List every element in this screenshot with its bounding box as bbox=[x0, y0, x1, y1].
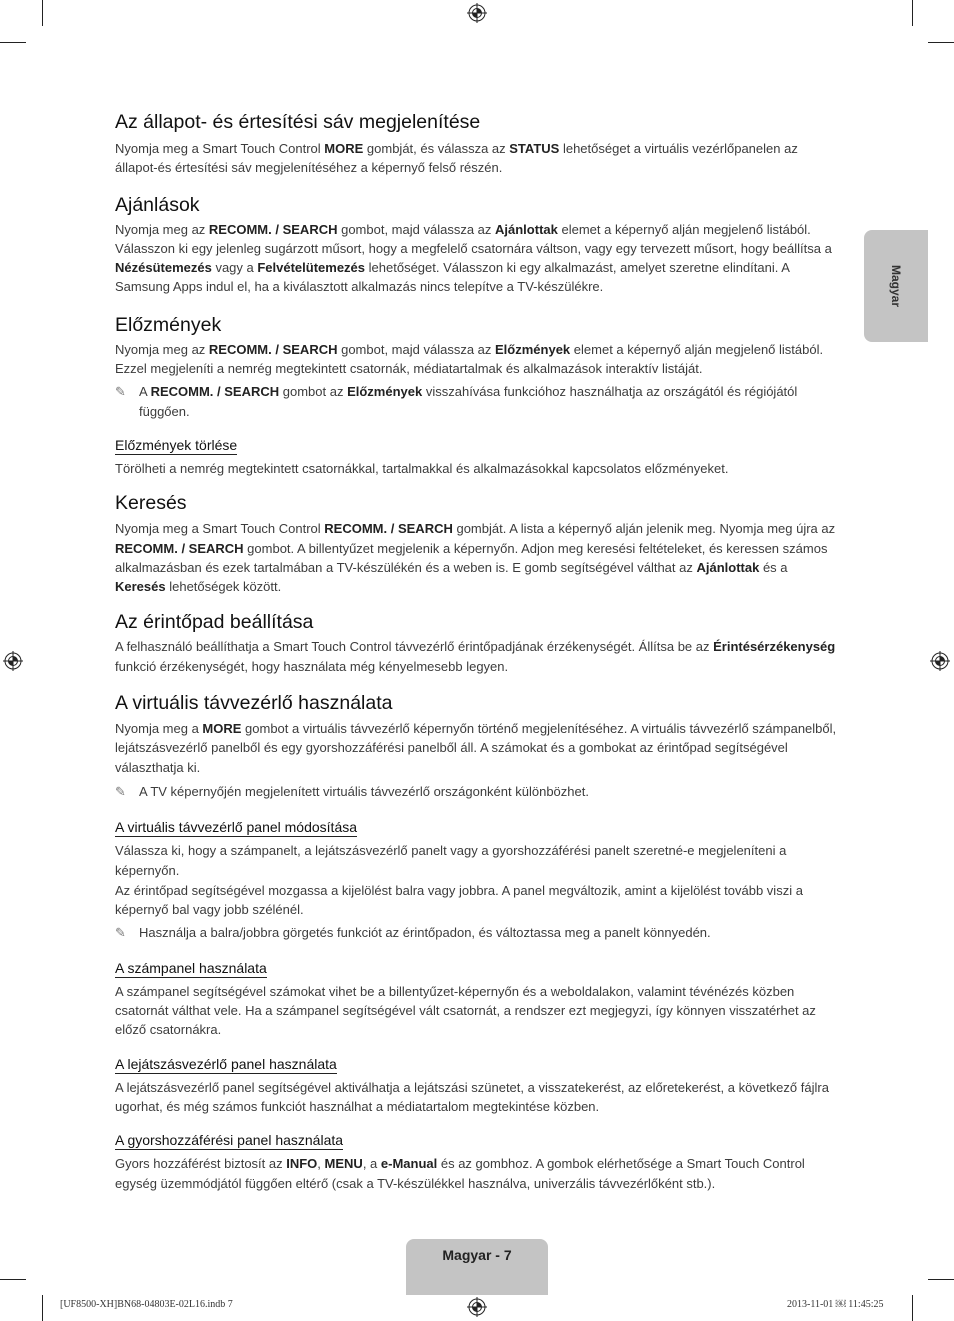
pencil-note-icon: ✎ bbox=[115, 384, 126, 400]
section-title: Ajánlások bbox=[115, 193, 200, 216]
page-number-tab bbox=[406, 1239, 548, 1295]
paragraph: Az érintőpad segítségével mozgassa a kijelölést balra vagy jobbra. A panel megváltozik, amint a kijelölést tovább viszi a képernyő bal vagy jobb szélénél. bbox=[115, 882, 803, 918]
section-title: Előzmények bbox=[115, 313, 222, 336]
crop-mark bbox=[42, 0, 43, 26]
note: ✎ Használja a balra/jobbra görgetés funkciót az érintőpadon, és változtassa meg a panelt könnyedén. bbox=[115, 923, 841, 942]
crop-mark bbox=[912, 0, 913, 26]
subsection-title: A lejátszásvezérlő panel használata bbox=[115, 1055, 337, 1072]
paragraph: Nyomja meg a Smart Touch Control RECOMM. / SEARCH gombját. A lista a képernyő alján jelenik meg. Nyomja meg újra az RECOMM. / SEARCH gombot. A billentyűzet megjelenik a képernyőn. Adjon meg keresési feltételeket, és keressen számos alkalmazásban és ezek tartalmában a TV-készülékén és a weben is. E gomb segítségével válthat az Ajánlottak és a Keresés lehetőségek között. bbox=[115, 521, 836, 595]
section-title: Az állapot- és értesítési sáv megjelenítése bbox=[115, 111, 481, 133]
manual-content bbox=[115, 110, 841, 1193]
registration-mark-icon bbox=[467, 3, 487, 23]
registration-mark-icon bbox=[467, 1297, 487, 1317]
paragraph: A számpanel segítségével számokat vihet be a billentyűzet-képernyőn és a weboldalakon, valamint tévénézés közben csatornát válthat vele. Ha a számpanel segítségével vált csatornát, a rendszer ezt megjegyzi, így könnyen visszatérhet az előző csatornákra. bbox=[115, 983, 816, 1038]
subsection-title: A virtuális távvezérlő panel módosítása bbox=[115, 819, 358, 836]
paragraph: A felhasználó beállíthatja a Smart Touch Control távvezérlő érintőpadjának érzékenységét. Állítsa be az Érintésérzékenység funkció érzékenységét, hogy használata még kényelmesebb legyen. bbox=[115, 639, 836, 674]
paragraph: Nyomja meg a MORE gombot a virtuális távvezérlő képernyőn történő megjelenítéséhez. A virtuális távvezérlő számpanelből, lejátszásvezérlő panelből és egy gyorshozzáférési panelből áll. A számokat és a gombokat az érintőpad segítségével választhatja ki. bbox=[115, 721, 837, 775]
section-status-bar bbox=[115, 110, 841, 178]
paragraph: Nyomja meg a Smart Touch Control MORE gombját, és válassza az STATUS lehetőséget a virtuális vezérlőpanelen az állapot-és értesítési sáv megjelenítéséhez a képernyő felső részén. bbox=[115, 141, 798, 176]
section-virtual-remote bbox=[115, 691, 841, 1193]
crop-mark bbox=[912, 1295, 913, 1321]
section-history bbox=[115, 313, 841, 478]
crop-mark bbox=[0, 42, 26, 43]
crop-mark bbox=[42, 1295, 43, 1321]
paragraph: Válassza ki, hogy a számpanelt, a lejátszásvezérlő panelt vagy a gyorshozzáférési panelt szeretné-e megjeleníteni a képernyőn. bbox=[115, 843, 787, 878]
note: ✎ A TV képernyőjén megjelenített virtuális távvezérlő országonként különbözhet. bbox=[115, 782, 841, 801]
section-title: Az érintőpad beállítása bbox=[115, 611, 314, 634]
crop-mark bbox=[928, 42, 954, 43]
paragraph: Nyomja meg az RECOMM. / SEARCH gombot, majd válassza az Ajánlottak elemet a képernyő alján megjelenő listából. Válasszon ki egy jelenleg sugárzott műsort, hogy a megfelelő csatornára váltson, vagy egy tervezett műsort, hogy beállítsa a Nézésütemezés vagy a Felvételütemezés lehetőséget. Válasszon ki egy alkalmazást, amelyet szeretne elindítani. A Samsung Apps indul el, ha a kiválasztott alkalmazás nincs telepítve a TV-készülékre. bbox=[115, 221, 832, 295]
print-file-info: [UF8500-XH]BN68-04803E-02L16.indb 7 bbox=[60, 1299, 233, 1310]
section-search bbox=[115, 491, 841, 596]
subsection-title: Előzmények törlése bbox=[115, 436, 238, 453]
crop-mark bbox=[0, 1279, 26, 1280]
paragraph: Nyomja meg az RECOMM. / SEARCH gombot, majd válassza az Előzmények elemet a képernyő alján megjelenő listából. Ezzel megjeleníti a nemrég megtekintett csatornák, médiatartalmak és alkalmazások interaktív listáját. bbox=[115, 341, 824, 377]
note: ✎ A RECOMM. / SEARCH gombot az Előzmények visszahívása funkcióhoz használhatja az országától és régiójától függően. bbox=[115, 384, 798, 419]
pencil-note-icon: ✎ bbox=[115, 783, 126, 799]
section-recommendations bbox=[115, 193, 841, 297]
language-side-label: Magyar bbox=[889, 264, 903, 308]
page-number: Magyar - 7 bbox=[442, 1247, 512, 1263]
subsection-title: A gyorshozzáférési panel használata bbox=[115, 1132, 344, 1149]
paragraph: A lejátszásvezérlő panel segítségével aktiválhatja a lejátszási szünetet, a visszatekerést, az előretekerést, a következő fájlra ugorhat, és még számos funkciót használhat a médiatartalom megtekintése közben. bbox=[115, 1079, 829, 1114]
paragraph: Gyors hozzáférést biztosít az INFO, MENU, a e-Manual és az gombhoz. A gombok elérhetősége a Smart Touch Control egység üzemmódjától függően eltérő (csak a TV-készülékkel használva, univerzális távvezérlőként stb.). bbox=[115, 1156, 805, 1191]
print-timestamp: 2013-11-01 ￼ 11:45:25 bbox=[787, 1299, 884, 1310]
crop-mark bbox=[928, 1279, 954, 1280]
section-title: A virtuális távvezérlő használata bbox=[115, 692, 393, 715]
section-title: Keresés bbox=[115, 492, 187, 515]
paragraph: Törölheti a nemrég megtekintett csatornákkal, tartalmakkal és alkalmazásokkal kapcsolatos előzményeket. bbox=[115, 460, 729, 476]
section-touchpad-settings bbox=[115, 610, 841, 676]
subsection-title: A számpanel használata bbox=[115, 959, 267, 976]
language-side-tab bbox=[864, 230, 928, 342]
pencil-note-icon: ✎ bbox=[115, 925, 126, 941]
registration-mark-icon bbox=[930, 651, 950, 671]
registration-mark-icon bbox=[3, 651, 23, 671]
